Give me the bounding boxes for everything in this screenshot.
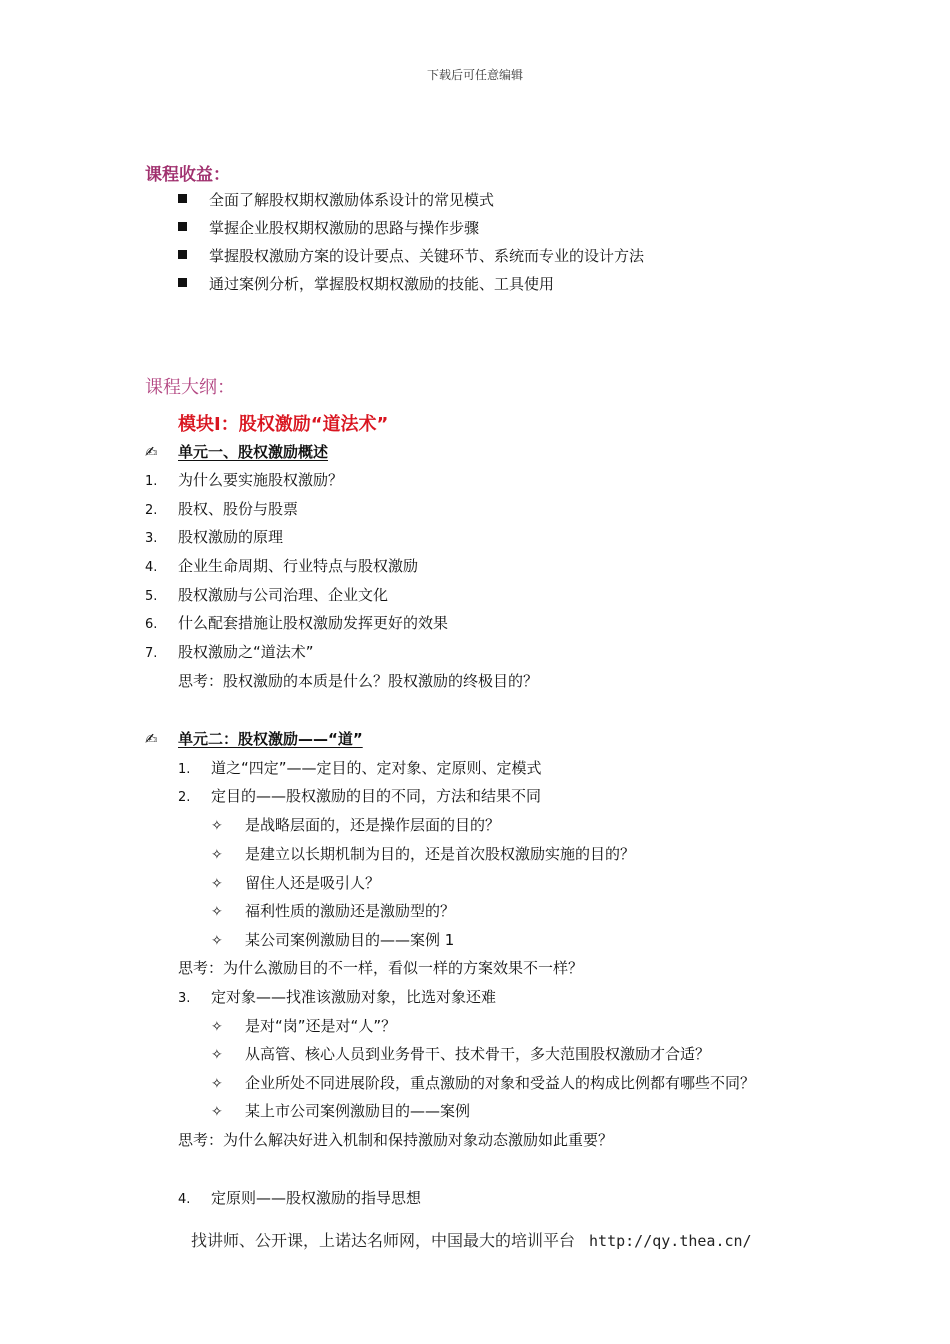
- sub-list-item: ✧ 是战略层面的，还是操作层面的目的？: [211, 814, 500, 836]
- square-bullet-icon: [178, 250, 187, 259]
- list-item: 2. 定目的——股权激励的目的不同，方法和结果不同: [178, 787, 542, 805]
- square-bullet-icon: [178, 278, 187, 287]
- sub-list-item: ✧ 留住人还是吸引人？: [211, 872, 380, 894]
- diamond-bullet-icon: ✧: [211, 1104, 223, 1120]
- list-item: 2. 股权、股份与股票: [145, 500, 299, 518]
- header-note: 下载后可任意编辑: [426, 68, 523, 82]
- diamond-bullet-icon: ✧: [211, 1047, 223, 1063]
- sub-list-item: ✧ 从高管、核心人员到业务骨干、技术骨干，多大范围股权激励才合适？: [211, 1043, 710, 1065]
- benefit-item: 全面了解股权期权激励体系设计的常见模式: [178, 189, 494, 211]
- writing-hand-icon: ✍: [145, 730, 158, 748]
- module-title: 模块Ⅰ：股权激励“道法术”: [178, 414, 389, 435]
- footer: [191, 1228, 752, 1251]
- sub-list-item: ✧ 福利性质的激励还是激励型的？: [211, 900, 455, 922]
- diamond-bullet-icon: ✧: [211, 933, 223, 949]
- diamond-bullet-icon: ✧: [211, 847, 223, 863]
- benefit-item: 通过案例分析，掌握股权期权激励的技能、工具使用: [178, 273, 554, 295]
- list-item: 3. 股权激励的原理: [145, 528, 284, 546]
- diamond-bullet-icon: ✧: [211, 818, 223, 834]
- benefits-title: 课程收益：: [145, 165, 230, 185]
- list-item: 3. 定对象——找准该激励对象，比选对象还难: [178, 988, 497, 1006]
- footer-url: http://qy.thea.cn/: [589, 1232, 752, 1250]
- outline-title: 课程大纲：: [145, 377, 235, 398]
- benefit-item: 掌握企业股权期权激励的思路与操作步骤: [178, 217, 479, 239]
- think-question: 思考：为什么激励目的不一样，看似一样的方案效果不一样？: [178, 959, 584, 977]
- diamond-bullet-icon: ✧: [211, 1076, 223, 1092]
- square-bullet-icon: [178, 222, 187, 231]
- diamond-bullet-icon: ✧: [211, 876, 223, 892]
- think-question: 思考：股权激励的本质是什么？股权激励的终极目的？: [178, 672, 539, 690]
- list-item: 1. 道之“四定”——定目的、定对象、定原则、定模式: [178, 759, 542, 777]
- list-item: 6. 什么配套措施让股权激励发挥更好的效果: [145, 614, 449, 632]
- list-item: 1. 为什么要实施股权激励？: [145, 471, 344, 489]
- sub-list-item: ✧ 是建立以长期机制为目的，还是首次股权激励实施的目的？: [211, 843, 635, 865]
- list-item: 4. 定原则——股权激励的指导思想: [178, 1189, 422, 1207]
- benefit-item: 掌握股权激励方案的设计要点、关键环节、系统而专业的设计方法: [178, 245, 644, 267]
- sub-list-item: ✧ 企业所处不同进展阶段，重点激励的对象和受益人的构成比例都有哪些不同？: [211, 1072, 755, 1094]
- unit2-title: ✍ 单元二：股权激励——“道”: [145, 730, 363, 748]
- think-question: 思考：为什么解决好进入机制和保持激励对象动态激励如此重要？: [178, 1131, 614, 1149]
- square-bullet-icon: [178, 194, 187, 203]
- diamond-bullet-icon: ✧: [211, 1019, 223, 1035]
- sub-list-item: ✧ 是对“岗”还是对“人”？: [211, 1015, 396, 1037]
- sub-list-item: ✧ 某上市公司案例激励目的——案例: [211, 1100, 470, 1122]
- list-item: 5. 股权激励与公司治理、企业文化: [145, 586, 389, 604]
- footer-text: 找讲师、公开课，上诺达名师网，中国最大的培训平台: [191, 1231, 576, 1250]
- unit1-title: ✍ 单元一、股权激励概述: [145, 443, 329, 461]
- diamond-bullet-icon: ✧: [211, 904, 223, 920]
- sub-list-item: ✧ 某公司案例激励目的——案例 1: [211, 929, 454, 951]
- list-item: 7. 股权激励之“道法术”: [145, 643, 314, 661]
- list-item: 4. 企业生命周期、行业特点与股权激励: [145, 557, 419, 575]
- writing-hand-icon: ✍: [145, 443, 158, 461]
